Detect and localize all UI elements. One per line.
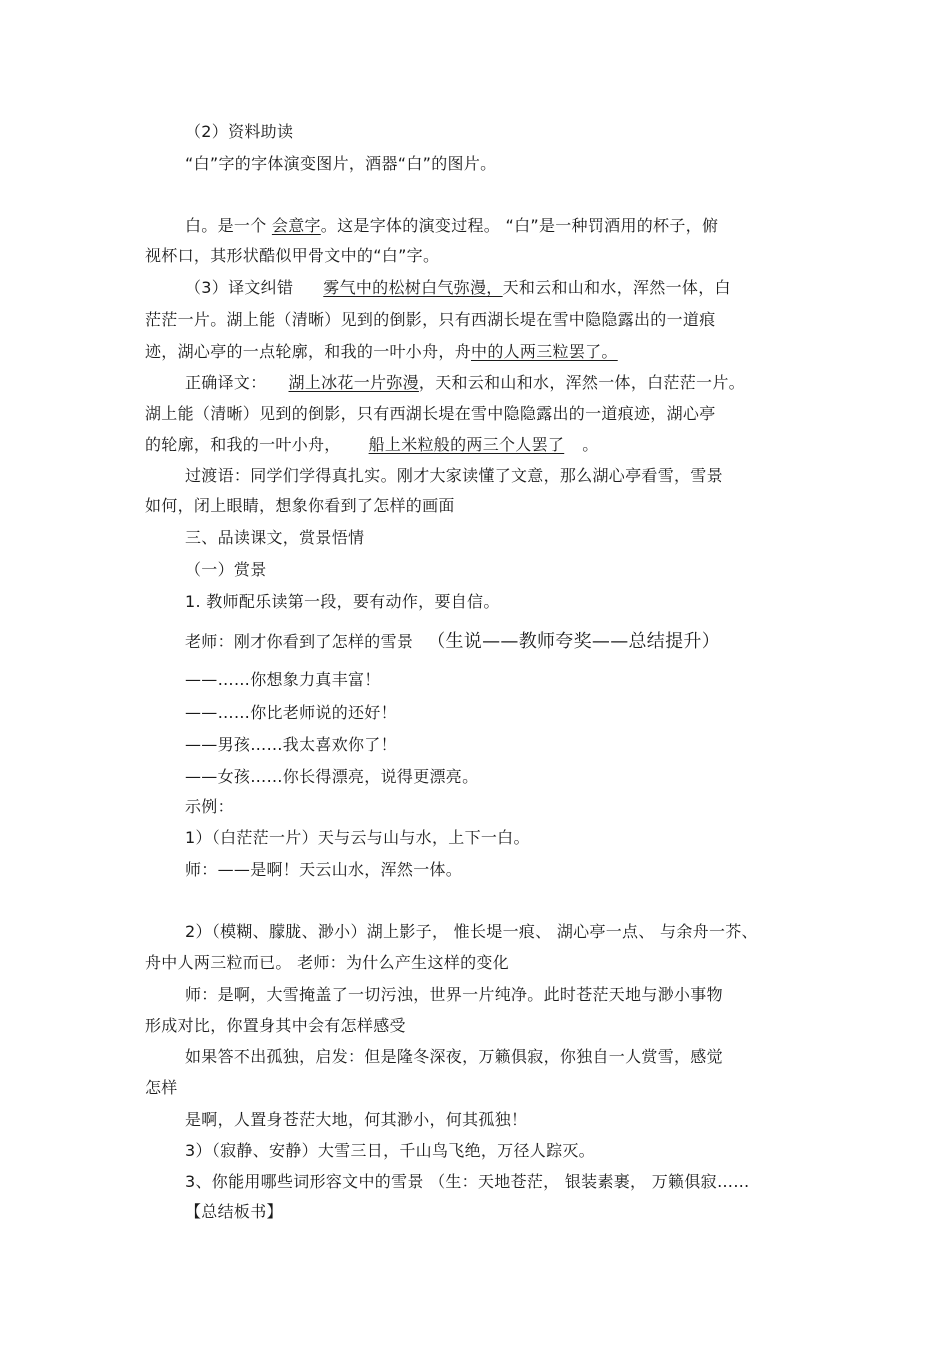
huiyi-term: 会意字 [271,216,321,235]
example-2-line-2: 舟中人两三粒而已。 老师：为什么产生这样的变化 [145,953,509,972]
teacher-response-line-2: 形成对比，你置身其中会有怎样感受 [145,1016,406,1035]
example-label: 示例： [185,797,234,816]
bai-paragraph-line-2: 视杯口，其形状酷似甲骨文中的“白”字。 [145,246,440,265]
correct-phrase-1: 湖上冰花一片弥漫 [288,373,419,392]
transition-line-1: 过渡语：同学们学得真扎实。刚才大家读懂了文意，那么湖心亭看雪，雪景 [185,466,723,485]
section-3-line-1: （3）译文纠错 雾气中的松树白气弥漫，天和云和山和水，浑然一体，白 [185,278,731,297]
correct-translation-line-3: 的轮廓，和我的一叶小舟， 船上米粒般的两三个人罢了 。 [145,435,599,454]
praise-line: ——……你比老师说的还好！ [185,703,397,722]
hint-line-2: 怎样 [145,1078,178,1097]
teacher-question: 老师：刚才你看到了怎样的雪景 [185,632,414,651]
section-2-title: （2）资料助读 [185,122,294,141]
transition-line-2: 如何，闭上眼睛，想象你看到了怎样的画面 [145,496,455,515]
section-3-line-2: 茫茫一片。湖上能（清晰）见到的倒影，只有西湖长堤在雪中隐隐露出的一道痕 [145,310,716,329]
section-3-label: （3）译文纠错 [185,278,294,297]
hint-line-1: 如果答不出孤独，启发：但是隆冬深夜，万籁俱寂，你独自一人赏雪，感觉 [185,1047,723,1066]
section-3-line-3: 迹，湖心亭的一点轮廓，和我的一叶小舟，舟中的人两三粒罢了。 [145,342,618,361]
correct-translation-line-1: 正确译文： 湖上冰花一片弥漫，天和云和山和水，浑然一体，白茫茫一片。 [185,373,745,392]
correct-translation-label: 正确译文： [185,373,267,392]
wrong-translation-1: 雾气中的松树白气弥漫， [323,278,503,297]
example-3: 3）（寂静、安静）大雪三日，千山鸟飞绝，万径人踪灭。 [185,1141,595,1160]
teacher-question-line [185,632,885,652]
example-2-line-1: 2）（模糊、朦胧、渺小）湖上影子， 惟长堤一痕、 湖心亭一点、 与余舟一芥、 [185,922,758,941]
praise-line: ——女孩……你长得漂亮，说得更漂亮。 [185,767,479,786]
board-summary-heading: 【总结板书】 [185,1202,283,1221]
bai-paragraph-line-1: 白。是一个 会意字。这是字体的演变过程。 “白”是一种罚酒用的杯子，俯 [185,216,719,235]
example-1-teacher: 师：——是啊！天云山水，浑然一体。 [185,860,463,879]
praise-line: ——……你想象力真丰富！ [185,670,381,689]
part-3-title: 三、品读课文，赏景悟情 [185,528,365,547]
correct-translation-line-2: 湖上能（清晰）见到的倒影，只有西湖长堤在雪中隐隐露出的一道痕迹，湖心亭 [145,404,716,423]
summary-line: 是啊，人置身苍茫大地，何其渺小，何其孤独！ [185,1110,528,1129]
wrong-translation-2: 中的人两三粒罢了。 [471,342,618,361]
question-3: 3、你能用哪些词形容文中的雪景 （生：天地苍茫， 银装素裹， 万籁俱寂…… [185,1172,750,1191]
teacher-response-line-1: 师：是啊，大雪掩盖了一切污浊，世界一片纯净。此时苍茫天地与渺小事物 [185,985,723,1004]
correct-phrase-2: 船上米粒般的两三个人罢了 [368,435,565,454]
example-1: 1）（白茫茫一片）天与云与山与水，上下一白。 [185,828,530,847]
appreciation-subtitle: （一）赏景 [185,560,267,579]
step-1: 1. 教师配乐读第一段，要有动作，要自信。 [185,592,500,611]
section-2-description: “白”字的字体演变图片，酒器“白”的图片。 [185,154,497,173]
teacher-note: （生说——教师夸奖——总结提升） [427,631,721,652]
praise-line: ——男孩……我太喜欢你了！ [185,735,397,754]
